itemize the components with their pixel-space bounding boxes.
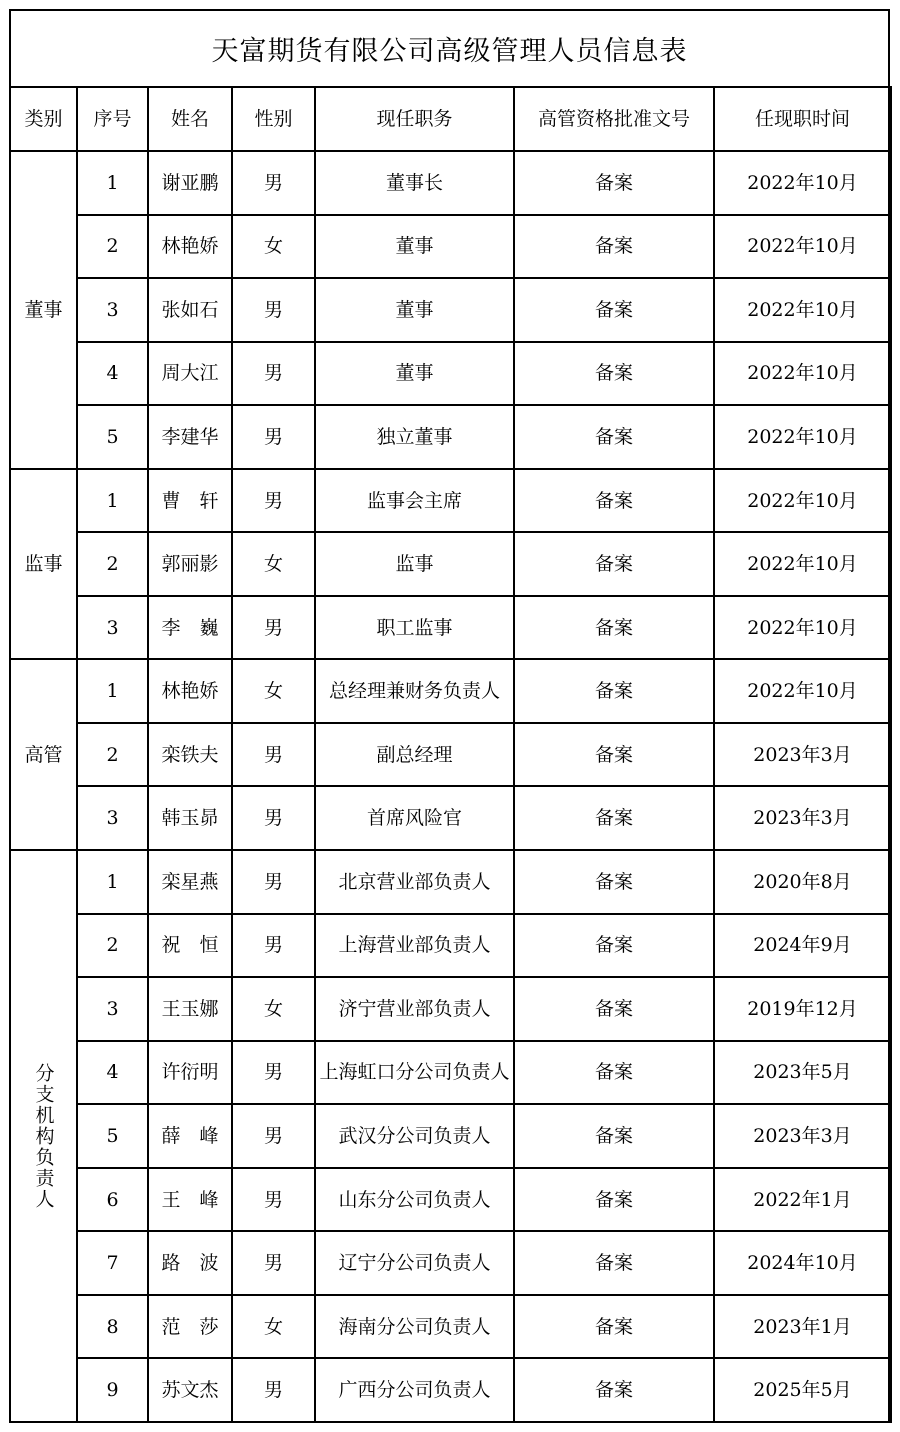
seq-cell: 1 [77, 850, 148, 914]
table-row [10, 405, 891, 469]
table-body [10, 151, 891, 1422]
gender-cell: 男 [232, 1231, 315, 1295]
gender-cell: 男 [232, 914, 315, 978]
approval-cell: 备案 [514, 342, 714, 406]
seq-cell: 3 [77, 977, 148, 1041]
position-cell: 监事会主席 [315, 469, 514, 533]
name-cell: 张如石 [148, 278, 232, 342]
start-date-cell: 2022年10月 [714, 405, 891, 469]
position-cell: 职工监事 [315, 596, 514, 660]
name-cell: 韩玉昴 [148, 786, 232, 850]
seq-cell: 6 [77, 1168, 148, 1232]
table-row [10, 1104, 891, 1168]
name-cell: 王 峰 [148, 1168, 232, 1232]
position-cell: 辽宁分公司负责人 [315, 1231, 514, 1295]
approval-cell: 备案 [514, 977, 714, 1041]
category-cell: 董事 [10, 151, 77, 469]
table-row [10, 1041, 891, 1105]
seq-cell: 8 [77, 1295, 148, 1359]
table-row [10, 151, 891, 215]
gender-cell: 男 [232, 469, 315, 533]
table-row [10, 1358, 891, 1422]
gender-cell: 男 [232, 723, 315, 787]
position-cell: 北京营业部负责人 [315, 850, 514, 914]
approval-cell: 备案 [514, 723, 714, 787]
seq-cell: 5 [77, 1104, 148, 1168]
gender-cell: 女 [232, 659, 315, 723]
gender-cell: 男 [232, 1104, 315, 1168]
seq-cell: 2 [77, 914, 148, 978]
header-row [10, 87, 891, 151]
approval-cell: 备案 [514, 215, 714, 279]
category-cell: 高管 [10, 659, 77, 850]
name-cell: 栾星燕 [148, 850, 232, 914]
position-cell: 董事长 [315, 151, 514, 215]
seq-cell: 2 [77, 215, 148, 279]
table-row [10, 659, 891, 723]
name-cell: 王玉娜 [148, 977, 232, 1041]
start-date-cell: 2023年3月 [714, 1104, 891, 1168]
category-cell: 监事 [10, 469, 77, 660]
approval-cell: 备案 [514, 850, 714, 914]
name-cell: 林艳娇 [148, 215, 232, 279]
gender-cell: 男 [232, 1358, 315, 1422]
gender-cell: 男 [232, 786, 315, 850]
name-cell: 许衍明 [148, 1041, 232, 1105]
position-cell: 董事 [315, 342, 514, 406]
position-cell: 监事 [315, 532, 514, 596]
approval-cell: 备案 [514, 786, 714, 850]
table-row [10, 278, 891, 342]
seq-cell: 1 [77, 151, 148, 215]
table-row [10, 342, 891, 406]
table-row [10, 469, 891, 533]
start-date-cell: 2022年10月 [714, 596, 891, 660]
seq-cell: 3 [77, 786, 148, 850]
table-row [10, 1168, 891, 1232]
position-cell: 董事 [315, 215, 514, 279]
seq-cell: 3 [77, 596, 148, 660]
table-row [10, 977, 891, 1041]
approval-cell: 备案 [514, 914, 714, 978]
start-date-cell: 2022年10月 [714, 659, 891, 723]
gender-cell: 男 [232, 278, 315, 342]
table-row [10, 1295, 891, 1359]
page-title: 天富期货有限公司高级管理人员信息表 [211, 35, 688, 67]
approval-cell: 备案 [514, 659, 714, 723]
gender-cell: 女 [232, 532, 315, 596]
start-date-cell: 2022年1月 [714, 1168, 891, 1232]
position-cell: 副总经理 [315, 723, 514, 787]
start-date-cell: 2022年10月 [714, 532, 891, 596]
approval-cell: 备案 [514, 1041, 714, 1105]
seq-cell: 9 [77, 1358, 148, 1422]
gender-cell: 男 [232, 1168, 315, 1232]
table-row [10, 1231, 891, 1295]
position-cell: 武汉分公司负责人 [315, 1104, 514, 1168]
seq-cell: 1 [77, 469, 148, 533]
seq-cell: 3 [77, 278, 148, 342]
start-date-cell: 2022年10月 [714, 278, 891, 342]
start-date-cell: 2025年5月 [714, 1358, 891, 1422]
gender-cell: 男 [232, 405, 315, 469]
name-cell: 范 莎 [148, 1295, 232, 1359]
position-cell: 总经理兼财务负责人 [315, 659, 514, 723]
gender-cell: 女 [232, 977, 315, 1041]
approval-cell: 备案 [514, 532, 714, 596]
approval-cell: 备案 [514, 596, 714, 660]
start-date-cell: 2022年10月 [714, 469, 891, 533]
gender-cell: 男 [232, 1041, 315, 1105]
name-cell: 祝 恒 [148, 914, 232, 978]
seq-cell: 5 [77, 405, 148, 469]
table-row [10, 215, 891, 279]
gender-cell: 女 [232, 1295, 315, 1359]
position-cell: 独立董事 [315, 405, 514, 469]
name-cell: 林艳娇 [148, 659, 232, 723]
header-gender: 性别 [232, 87, 315, 151]
header-position: 现任职务 [315, 87, 514, 151]
name-cell: 薛 峰 [148, 1104, 232, 1168]
table-row [10, 850, 891, 914]
approval-cell: 备案 [514, 278, 714, 342]
position-cell: 海南分公司负责人 [315, 1295, 514, 1359]
position-cell: 山东分公司负责人 [315, 1168, 514, 1232]
name-cell: 李建华 [148, 405, 232, 469]
start-date-cell: 2022年10月 [714, 215, 891, 279]
start-date-cell: 2024年9月 [714, 914, 891, 978]
seq-cell: 4 [77, 342, 148, 406]
name-cell: 谢亚鹏 [148, 151, 232, 215]
name-cell: 李 巍 [148, 596, 232, 660]
start-date-cell: 2023年3月 [714, 723, 891, 787]
start-date-cell: 2024年10月 [714, 1231, 891, 1295]
position-cell: 首席风险官 [315, 786, 514, 850]
name-cell: 曹 轩 [148, 469, 232, 533]
position-cell: 广西分公司负责人 [315, 1358, 514, 1422]
header-name: 姓名 [148, 87, 232, 151]
start-date-cell: 2022年10月 [714, 151, 891, 215]
gender-cell: 男 [232, 342, 315, 406]
name-cell: 周大江 [148, 342, 232, 406]
position-cell: 济宁营业部负责人 [315, 977, 514, 1041]
table-row [10, 914, 891, 978]
header-category: 类别 [10, 87, 77, 151]
table-row [10, 786, 891, 850]
start-date-cell: 2023年5月 [714, 1041, 891, 1105]
seq-cell: 2 [77, 723, 148, 787]
name-cell: 栾铁夫 [148, 723, 232, 787]
seq-cell: 2 [77, 532, 148, 596]
seq-cell: 7 [77, 1231, 148, 1295]
approval-cell: 备案 [514, 1168, 714, 1232]
executive-info-table [9, 86, 892, 1423]
approval-cell: 备案 [514, 1104, 714, 1168]
table-row [10, 532, 891, 596]
category-cell: 分支机构负责人 [10, 850, 77, 1422]
start-date-cell: 2023年1月 [714, 1295, 891, 1359]
approval-cell: 备案 [514, 405, 714, 469]
approval-cell: 备案 [514, 1358, 714, 1422]
table-row [10, 596, 891, 660]
header-start-date: 任现职时间 [714, 87, 891, 151]
name-cell: 郭丽影 [148, 532, 232, 596]
approval-cell: 备案 [514, 469, 714, 533]
approval-cell: 备案 [514, 151, 714, 215]
start-date-cell: 2020年8月 [714, 850, 891, 914]
start-date-cell: 2022年10月 [714, 342, 891, 406]
seq-cell: 1 [77, 659, 148, 723]
name-cell: 苏文杰 [148, 1358, 232, 1422]
header-approval: 高管资格批准文号 [514, 87, 714, 151]
position-cell: 董事 [315, 278, 514, 342]
approval-cell: 备案 [514, 1295, 714, 1359]
gender-cell: 女 [232, 215, 315, 279]
approval-cell: 备案 [514, 1231, 714, 1295]
start-date-cell: 2019年12月 [714, 977, 891, 1041]
gender-cell: 男 [232, 151, 315, 215]
name-cell: 路 波 [148, 1231, 232, 1295]
table-row [10, 723, 891, 787]
start-date-cell: 2023年3月 [714, 786, 891, 850]
position-cell: 上海虹口分公司负责人 [315, 1041, 514, 1105]
position-cell: 上海营业部负责人 [315, 914, 514, 978]
gender-cell: 男 [232, 596, 315, 660]
gender-cell: 男 [232, 850, 315, 914]
header-seq: 序号 [77, 87, 148, 151]
seq-cell: 4 [77, 1041, 148, 1105]
